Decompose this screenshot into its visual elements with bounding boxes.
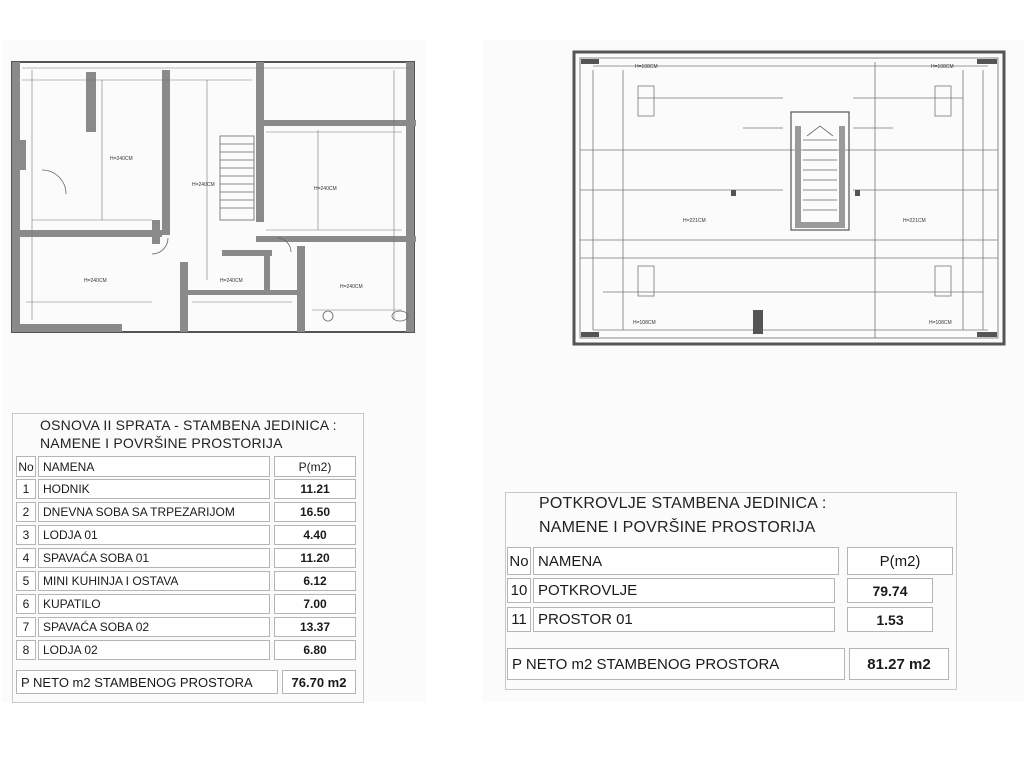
height-label: H=108CM: [929, 320, 952, 326]
row-no: 4: [16, 548, 36, 568]
row-area: 16.50: [274, 502, 356, 522]
row-name: SPAVAĆA SOBA 02: [38, 617, 270, 637]
header-area: P(m2): [847, 547, 953, 575]
height-label: H=240CM: [340, 284, 363, 290]
total-label: P NETO m2 STAMBENOG PROSTORA: [16, 670, 278, 694]
row-no: 5: [16, 571, 36, 591]
height-label: H=240CM: [220, 278, 243, 284]
height-label: H=240CM: [110, 156, 133, 162]
table-title-line2: NAMENE I POVRŠINE PROSTORIJA: [40, 435, 283, 451]
row-area: 13.37: [274, 617, 356, 637]
height-label: H=240CM: [314, 186, 337, 192]
row-name: POTKROVLJE: [533, 578, 835, 603]
height-label: H=108CM: [633, 320, 656, 326]
second-floor-plan-drawing: [2, 40, 426, 340]
header-no: No: [507, 547, 531, 575]
height-label: H=108CM: [931, 64, 954, 70]
row-no: 11: [507, 607, 531, 632]
height-label: H=221CM: [903, 218, 926, 224]
row-name: LODJA 01: [38, 525, 270, 545]
row-no: 1: [16, 479, 36, 499]
row-area: 6.12: [274, 571, 356, 591]
height-label: H=240CM: [192, 182, 215, 188]
row-name: MINI KUHINJA I OSTAVA: [38, 571, 270, 591]
height-label: H=221CM: [683, 218, 706, 224]
total-value: 76.70 m2: [282, 670, 356, 694]
floor-plan-sheet-attic: [483, 40, 1024, 702]
row-name: LODJA 02: [38, 640, 270, 660]
row-no: 8: [16, 640, 36, 660]
row-name: PROSTOR 01: [533, 607, 835, 632]
row-no: 10: [507, 578, 531, 603]
table-title-line2: NAMENE I POVRŠINE PROSTORIJA: [539, 519, 816, 536]
row-no: 2: [16, 502, 36, 522]
height-label: H=240CM: [84, 278, 107, 284]
row-name: KUPATILO: [38, 594, 270, 614]
table-title-line1: OSNOVA II SPRATA - STAMBENA JEDINICA :: [40, 417, 337, 433]
row-area: 11.20: [274, 548, 356, 568]
row-area: 79.74: [847, 578, 933, 603]
row-name: SPAVAĆA SOBA 01: [38, 548, 270, 568]
header-name: NAMENA: [38, 456, 270, 477]
table-title-line1: POTKROVLJE STAMBENA JEDINICA :: [539, 495, 827, 512]
attic-plan-drawing: [483, 40, 1024, 350]
header-name: NAMENA: [533, 547, 839, 575]
row-no: 3: [16, 525, 36, 545]
row-area: 6.80: [274, 640, 356, 660]
row-area: 7.00: [274, 594, 356, 614]
header-no: No: [16, 456, 36, 477]
total-value: 81.27 m2: [849, 648, 949, 680]
row-no: 6: [16, 594, 36, 614]
row-area: 11.21: [274, 479, 356, 499]
height-label: H=108CM: [635, 64, 658, 70]
row-name: DNEVNA SOBA SA TRPEZARIJOM: [38, 502, 270, 522]
floor-plan-sheet-second-floor: [2, 40, 426, 702]
header-area: P(m2): [274, 456, 356, 477]
row-no: 7: [16, 617, 36, 637]
row-area: 4.40: [274, 525, 356, 545]
row-name: HODNIK: [38, 479, 270, 499]
row-area: 1.53: [847, 607, 933, 632]
total-label: P NETO m2 STAMBENOG PROSTORA: [507, 648, 845, 680]
